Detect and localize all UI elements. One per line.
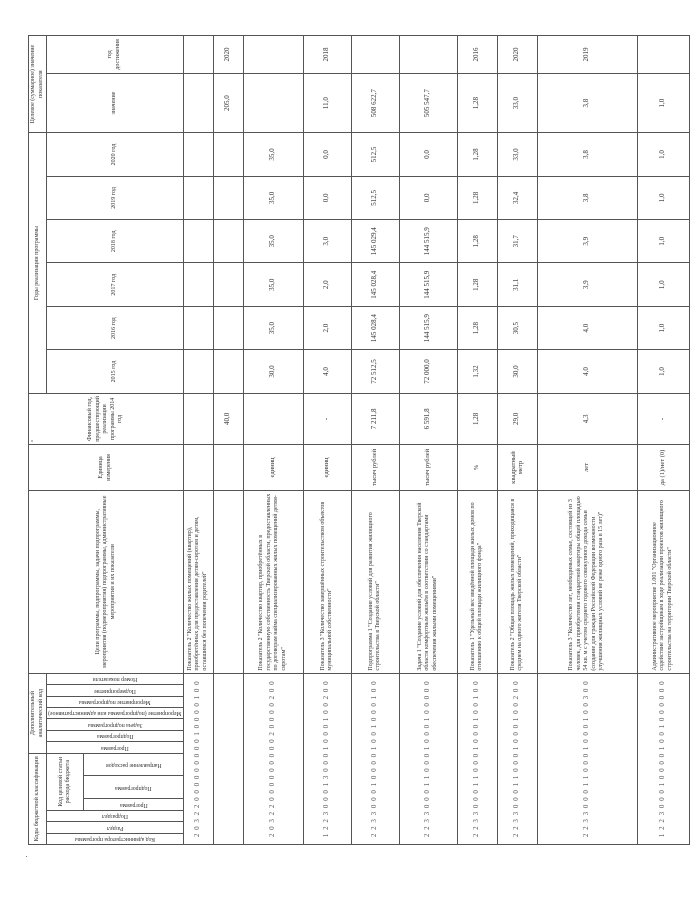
row-2015-value: [213, 350, 243, 393]
row-fin-value: [183, 393, 213, 444]
row-unit: %: [457, 445, 497, 491]
row-unit: да (1)/нет (0): [637, 445, 689, 491]
table-row: [351, 36, 399, 845]
row-2015-value: 72 512,5: [351, 350, 399, 393]
row-target-year: 2016: [457, 36, 497, 74]
row-2018-value: 145 029,4: [351, 220, 399, 263]
row-2018-value: 3,9: [537, 220, 637, 263]
razdel-header: Раздел: [47, 822, 184, 833]
row-unit: тысяч рублей: [399, 445, 457, 491]
row-2020-value: [213, 133, 243, 176]
row-text: Показатель 1 "Удельный вес введённой площади жилых домов по отношению к общей площади жилищного фонда": [457, 490, 497, 673]
table-row: [303, 36, 351, 845]
row-2017-value: [213, 263, 243, 306]
dop-header: Дополнительный аналитический код: [29, 673, 47, 753]
table-row: [457, 36, 497, 845]
row-target-value: 205,0: [213, 73, 243, 132]
year-2019-header: 2019 год: [47, 176, 184, 219]
row-fin-value: -: [637, 393, 689, 444]
d-podprog-header: Подпрограмма: [47, 730, 184, 741]
row-target-year: 2019: [537, 36, 637, 74]
row-codes: 2 2 3 3 0 0 0 1 0 0 0 0 1 0 0 1 0 0 0 1 0 0: [351, 673, 399, 844]
row-2019-value: 0,0: [303, 176, 351, 219]
row-codes: 2 2 3 3 0 0 0 1 1 0 0 0 1 0 0 0 1 0 0 3 0 0: [537, 673, 637, 844]
fin-header: Финансовый год, предшествующий реализации программы 2014 год: [29, 393, 184, 444]
row-target-value: 33,0: [497, 73, 537, 132]
row-2020-value: 0,0: [399, 133, 457, 176]
row-target-value: [183, 73, 213, 132]
row-fin-value: -: [303, 393, 351, 444]
row-unit: единиц: [303, 445, 351, 491]
ks-podprogramma-header: Подпрограмма: [84, 776, 183, 799]
year-2015-header: 2015 год: [47, 350, 184, 393]
corner-mark: [26, 856, 27, 857]
year-2018-header: 2018 год: [47, 220, 184, 263]
row-2017-value: 31,1: [497, 263, 537, 306]
row-target-value: 3,8: [537, 73, 637, 132]
row-unit: единиц: [243, 445, 303, 491]
table-row: [497, 36, 537, 845]
row-2020-value: 33,0: [497, 133, 537, 176]
row-codes: 2 2 3 3 0 0 0 1 1 0 0 0 1 0 0 0 1 0 0 1 0 0: [457, 673, 497, 844]
ks-header: Код целевой статьи расхода бюджета: [47, 753, 84, 810]
classif-header: Коды бюджетной классификации: [29, 753, 47, 844]
row-2016-value: 2,0: [303, 306, 351, 349]
row-2017-value: 1,0: [637, 263, 689, 306]
row-2018-value: 1,0: [637, 220, 689, 263]
row-2018-value: 35,0: [243, 220, 303, 263]
row-unit: лет: [537, 445, 637, 491]
row-text: Показатель 2 "Количество жилых помещений (квартир), приобретённых для предоставления детям-сиротам и детям, оставшимся без попечения родителей": [183, 490, 213, 673]
row-2018-value: [183, 220, 213, 263]
unit-header: Единица измерения: [29, 445, 184, 491]
row-2015-value: 30,0: [243, 350, 303, 393]
row-target-year: 2020: [497, 36, 537, 74]
row-2015-value: 4,0: [303, 350, 351, 393]
row-codes: 1 2 2 3 0 0 0 1 3 0 0 0 1 0 0 0 1 0 0 2 0 0: [303, 673, 351, 844]
row-2016-value: 35,0: [243, 306, 303, 349]
row-2019-value: 35,0: [243, 176, 303, 219]
row-target-value: 1,28: [457, 73, 497, 132]
row-codes: 2 2 3 3 0 0 0 1 1 0 0 0 1 0 0 0 1 0 0 2 0 0: [497, 673, 537, 844]
row-2015-value: 1,0: [637, 350, 689, 393]
row-2019-value: 512,5: [351, 176, 399, 219]
row-fin-value: 6 591,8: [399, 393, 457, 444]
table-row: [637, 36, 689, 845]
row-2018-value: 1,28: [457, 220, 497, 263]
row-2016-value: 145 028,4: [351, 306, 399, 349]
row-2015-value: 4,0: [537, 350, 637, 393]
row-text: Показатель 3 "Количество лет, необходимых семье, состоящей из 3 человек, для приобретения стандартной квартиры общей площадью 54 кв. м с учетом среднего годового совокупного дохода семьи (создание для граждан Российской Федерации возможности улучшения жилищных условий не реже одного раза в 15 лет)": [537, 490, 637, 673]
row-codes: [213, 673, 243, 844]
row-2017-value: 3,9: [537, 263, 637, 306]
row-2018-value: [213, 220, 243, 263]
d-prog-header: Программа: [47, 742, 184, 753]
row-2018-value: 144 515,9: [399, 220, 457, 263]
row-fin-value: 40,0: [213, 393, 243, 444]
row-target-value: 1,0: [637, 73, 689, 132]
target-header: Целевое (суммарное) значение показателя: [29, 36, 47, 133]
row-2020-value: 3,8: [537, 133, 637, 176]
year-2017-header: 2017 год: [47, 263, 184, 306]
table-row: [537, 36, 637, 845]
row-unit: [183, 445, 213, 491]
goal-header: Цели программы, подпрограммы, задачи подпрограммы, мероприятия (подмероприятия) подпрограммы, административные мероприятия и их показатели: [29, 490, 184, 673]
d-meropr-header: Мероприятие (подпрограммы или административное): [47, 707, 184, 718]
row-text: Задача 1 "Создание условий для обеспечения населения Тверской области комфортным жильём в соответствии со стандартами обеспечения жилыми помещениями": [399, 490, 457, 673]
row-target-year: [351, 36, 399, 74]
row-2015-value: 72 000,0: [399, 350, 457, 393]
d-nomer-header: Номер показателя: [47, 673, 184, 685]
row-2018-value: 31,7: [497, 220, 537, 263]
row-text: Подпрограмма 1 "Создание условий для развития жилищного строительства в Тверской области": [351, 490, 399, 673]
row-2018-value: 3,0: [303, 220, 351, 263]
row-2016-value: 4,0: [537, 306, 637, 349]
row-unit: [213, 445, 243, 491]
row-2016-value: 1,0: [637, 306, 689, 349]
row-2019-value: 3,8: [537, 176, 637, 219]
row-text: Показатель 2 "Количество квартир, приобретённых в государственную собственность Тверской области, предоставленных по договорам найма специализированных жилых помещений детям-сиротам": [243, 490, 303, 673]
row-2015-value: 30,0: [497, 350, 537, 393]
row-codes: 2 0 3 2 2 0 0 0 0 0 0 0 0 0 2 0 0 0 0 2 0 0: [243, 673, 303, 844]
row-codes: 2 0 3 2 2 0 0 0 0 0 0 0 0 0 1 0 0 0 0 1 0 0: [183, 673, 213, 844]
row-target-year: 2020: [213, 36, 243, 74]
row-2017-value: [183, 263, 213, 306]
podrazdel-header: Подраздел: [47, 810, 184, 821]
row-target-value: 505 547,7: [399, 73, 457, 132]
d-zadacha-header: Задача подпрограммы: [47, 719, 184, 730]
row-2017-value: 144 515,9: [399, 263, 457, 306]
table-row: [243, 36, 303, 845]
row-2017-value: 145 028,4: [351, 263, 399, 306]
row-2016-value: [213, 306, 243, 349]
row-2020-value: 1,0: [637, 133, 689, 176]
target-year-header: год достижения: [47, 36, 184, 74]
row-2019-value: [183, 176, 213, 219]
table-row: [183, 36, 213, 845]
row-codes: 2 2 3 3 0 0 0 1 1 0 0 0 1 0 0 0 1 0 0 0 0 0: [399, 673, 457, 844]
row-fin-value: 1,28: [457, 393, 497, 444]
row-text: Показатель 2 "Общая площадь жилых помещений, приходящаяся в среднем на одного жителя Тверской области": [497, 490, 537, 673]
program-table: [28, 35, 690, 845]
table-row: [399, 36, 457, 845]
row-fin-value: [243, 393, 303, 444]
table-body: [183, 36, 689, 845]
row-fin-value: 7 211,8: [351, 393, 399, 444]
d-podmer-header: Подмероприятие: [47, 685, 184, 696]
row-2019-value: 1,0: [637, 176, 689, 219]
row-2020-value: 512,5: [351, 133, 399, 176]
row-2020-value: [183, 133, 213, 176]
row-target-year: 2018: [303, 36, 351, 74]
row-2020-value: 0,0: [303, 133, 351, 176]
year-2020-header: 2020 год: [47, 133, 184, 176]
table-row: [213, 36, 243, 845]
row-text: Административное мероприятие 1.001 "Организационное содействие застройщикам в ходе реализации проектов жилищного строительства на территории Тверской области": [637, 490, 689, 673]
row-2019-value: 32,4: [497, 176, 537, 219]
ks-napr-header: Направление расходов: [84, 753, 183, 776]
row-2017-value: 35,0: [243, 263, 303, 306]
row-2019-value: [213, 176, 243, 219]
row-target-value: 11,0: [303, 73, 351, 132]
row-2016-value: 1,28: [457, 306, 497, 349]
row-2019-value: 1,28: [457, 176, 497, 219]
row-text: Показатель 3 "Количество завершённых строительством объектов муниципальной собственности": [303, 490, 351, 673]
row-target-value: 508 622,7: [351, 73, 399, 132]
d-meropr-podmer-header: Мероприятие подпрограммы: [47, 696, 184, 707]
row-target-year: [243, 36, 303, 74]
row-2015-value: 1,32: [457, 350, 497, 393]
row-target-year: [399, 36, 457, 74]
row-fin-value: 29,0: [497, 393, 537, 444]
row-2015-value: [183, 350, 213, 393]
row-2020-value: 35,0: [243, 133, 303, 176]
row-codes: 1 2 2 3 0 0 0 1 0 0 0 0 1 0 0 1 0 0 0 0 0 0: [637, 673, 689, 844]
row-2016-value: 30,5: [497, 306, 537, 349]
row-target-value: [243, 73, 303, 132]
row-2020-value: 1,28: [457, 133, 497, 176]
row-2017-value: 1,28: [457, 263, 497, 306]
row-target-year: [637, 36, 689, 74]
ks-programma-header: Программа: [84, 799, 183, 810]
years-header: Годы реализации программы: [29, 133, 47, 393]
row-2016-value: 144 515,9: [399, 306, 457, 349]
scan-speck: [31, 440, 33, 442]
row-text: [213, 490, 243, 673]
row-2019-value: 0,0: [399, 176, 457, 219]
admin-code-header: Код администратора программы: [47, 833, 184, 844]
row-fin-value: 4,3: [537, 393, 637, 444]
row-target-year: [183, 36, 213, 74]
row-unit: тысяч рублей: [351, 445, 399, 491]
row-2016-value: [183, 306, 213, 349]
row-2017-value: 2,0: [303, 263, 351, 306]
year-2016-header: 2016 год: [47, 306, 184, 349]
target-value-header: значение: [47, 73, 184, 132]
row-unit: квадратный метр: [497, 445, 537, 491]
